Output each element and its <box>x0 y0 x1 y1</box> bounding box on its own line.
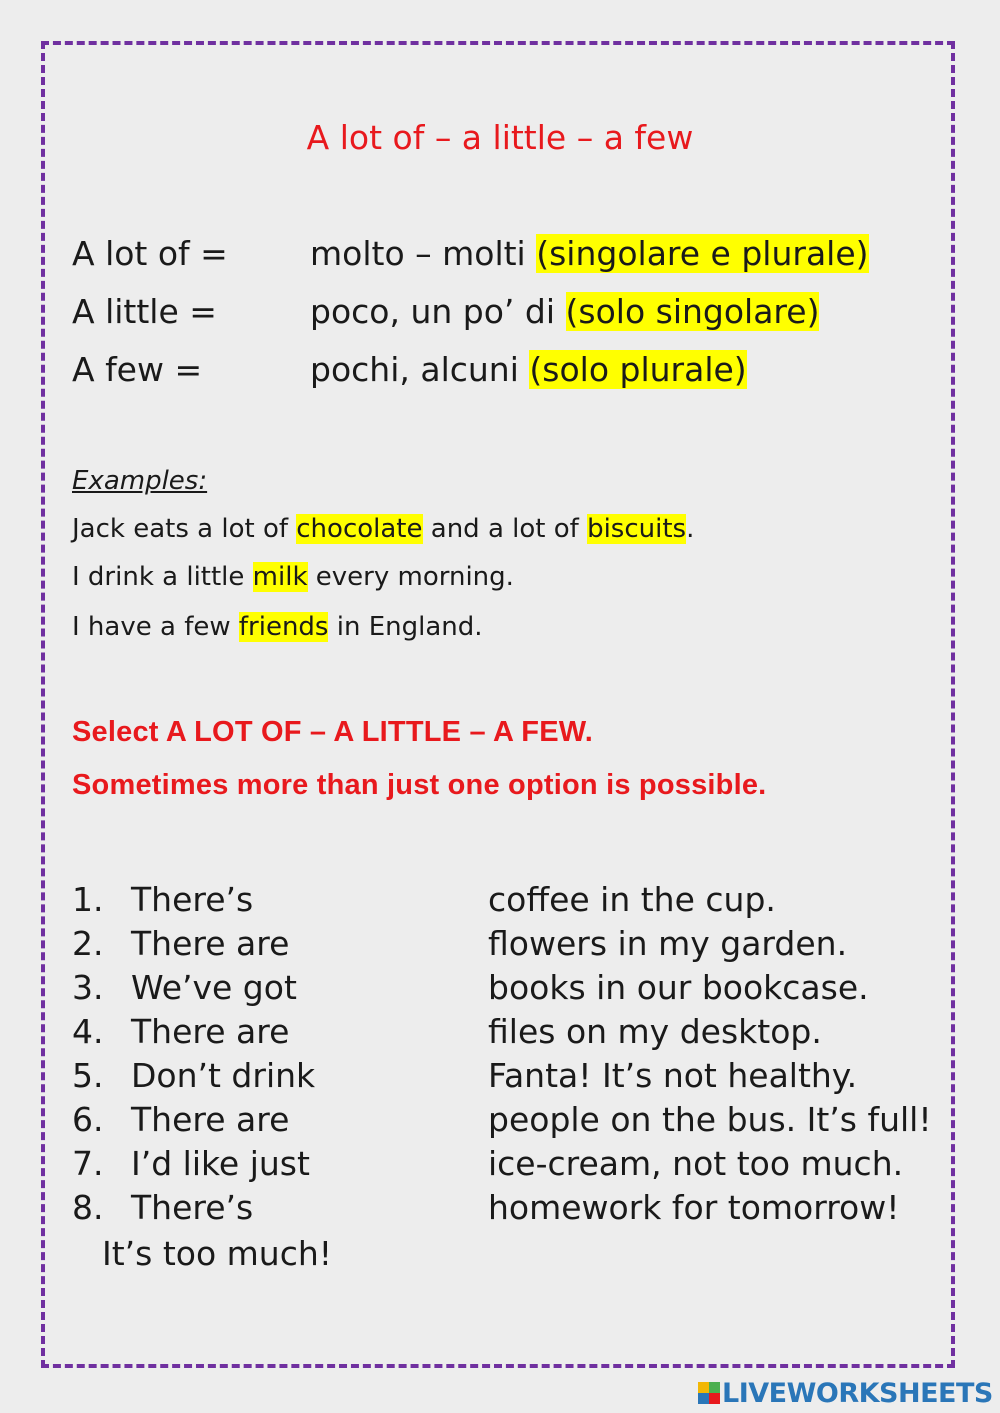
question-number: 3. <box>72 968 104 1007</box>
example-sentence <box>72 610 483 644</box>
example-text: I have a few <box>72 612 239 642</box>
question-start: There’s <box>131 880 254 919</box>
question-row <box>72 880 952 920</box>
meaning-text: pochi, alcuni <box>310 350 519 389</box>
question-start: Don’t drink <box>131 1056 316 1095</box>
question-end: ice-cream, not too much. <box>488 1144 904 1183</box>
highlighted-noun: friends <box>238 612 329 642</box>
definition-term: A few = <box>72 350 203 389</box>
question-number: 7. <box>72 1144 104 1183</box>
question-end: flowers in my garden. <box>488 924 848 963</box>
question-continuation: It’s too much! <box>102 1234 333 1273</box>
example-sentence <box>72 560 514 594</box>
question-end: people on the bus. It’s full! <box>488 1100 932 1139</box>
question-start: There’s <box>131 1188 254 1227</box>
example-sentence <box>72 512 694 546</box>
question-row <box>72 1056 952 1096</box>
highlighted-noun: biscuits <box>587 514 687 544</box>
question-start: I’d like just <box>131 1144 310 1183</box>
example-text: in England. <box>328 612 483 642</box>
question-row <box>72 1012 952 1052</box>
definition-meaning <box>310 233 869 275</box>
example-text: and a lot of <box>422 514 588 544</box>
question-number: 2. <box>72 924 104 963</box>
highlighted-note: (solo plurale) <box>529 350 747 389</box>
definition-meaning <box>310 291 819 333</box>
definition-term: A little = <box>72 292 217 331</box>
example-text: . <box>686 514 695 544</box>
question-row <box>72 1100 952 1140</box>
highlighted-noun: chocolate <box>296 514 423 544</box>
definition-meaning <box>310 349 747 391</box>
question-end: Fanta! It’s not healthy. <box>488 1056 858 1095</box>
question-row <box>72 1188 952 1228</box>
question-row <box>72 924 952 964</box>
examples-heading: Examples: <box>72 466 208 496</box>
question-end: homework for tomorrow! <box>488 1188 900 1227</box>
question-end: books in our bookcase. <box>488 968 869 1007</box>
question-start: There are <box>131 1100 290 1139</box>
question-number: 8. <box>72 1188 104 1227</box>
instruction-line: Select A LOT OF – A LITTLE – A FEW. <box>72 716 593 748</box>
meaning-text: molto – molti <box>310 234 526 273</box>
example-text: every morning. <box>307 562 514 592</box>
liveworksheets-logo-icon <box>698 1382 720 1404</box>
logo-square-red <box>709 1393 720 1404</box>
logo-text: LIVEWORKSHEETS <box>722 1377 993 1409</box>
example-text: I drink a little <box>72 562 253 592</box>
definition-term: A lot of = <box>72 234 228 273</box>
question-number: 6. <box>72 1100 104 1139</box>
highlighted-note: (singolare e plurale) <box>536 234 869 273</box>
question-number: 5. <box>72 1056 104 1095</box>
question-number: 4. <box>72 1012 104 1051</box>
meaning-text: poco, un po’ di <box>310 292 556 331</box>
question-row <box>72 968 952 1008</box>
highlighted-note: (solo singolare) <box>565 292 820 331</box>
logo-square-green <box>709 1382 720 1393</box>
question-end: coffee in the cup. <box>488 880 776 919</box>
page-title: A lot of – a little – a few <box>306 118 694 157</box>
question-row <box>72 1144 952 1184</box>
example-text: Jack eats a lot of <box>72 514 297 544</box>
logo-square-blue <box>698 1393 709 1404</box>
question-start: There are <box>131 924 290 963</box>
liveworksheets-logo <box>698 1378 993 1408</box>
question-start: There are <box>131 1012 290 1051</box>
question-number: 1. <box>72 880 104 919</box>
highlighted-noun: milk <box>252 562 308 592</box>
question-start: We’ve got <box>131 968 297 1007</box>
instruction-line: Sometimes more than just one option is possible. <box>72 769 767 801</box>
logo-square-yellow <box>698 1382 709 1393</box>
question-end: files on my desktop. <box>488 1012 822 1051</box>
